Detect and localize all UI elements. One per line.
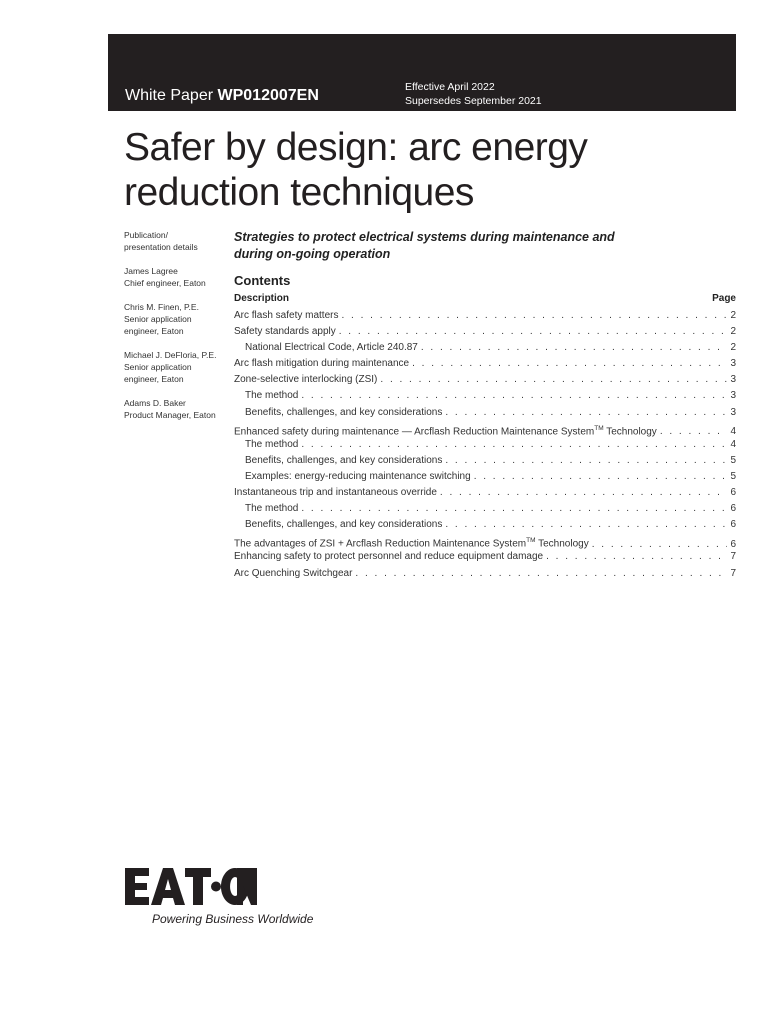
sidebar-line: presentation details — [124, 242, 198, 252]
toc-row[interactable] — [234, 566, 736, 582]
toc-page-number: 3 — [730, 374, 736, 386]
toc-entry-suffix: Technology — [603, 425, 657, 437]
toc-entry-title: Enhancing safety to protect personnel and reduce equipment damage — [234, 551, 544, 563]
toc-row[interactable] — [234, 324, 736, 340]
toc-page-number: 6 — [730, 503, 736, 515]
trademark-mark: TM — [594, 424, 604, 432]
toc-entry-title: Arc flash safety matters — [234, 310, 339, 321]
white-paper-type: White Paper — [125, 87, 214, 104]
toc-entry-text — [234, 405, 442, 421]
toc-entry-title: Benefits, challenges, and key considerations — [245, 454, 443, 466]
toc-row[interactable] — [234, 340, 736, 356]
toc-row[interactable] — [234, 405, 736, 421]
toc-entry-text — [234, 453, 442, 469]
sidebar-line: Michael J. DeFloria, P.E. — [124, 350, 217, 360]
toc-entry-title: Arc Quenching Switchgear — [234, 567, 353, 579]
toc-entry-title: The advantages of ZSI + Arcflash Reduction Maintenance System — [234, 538, 527, 550]
subtitle: Strategies to protect electrical systems during maintenance and during on-going operation — [234, 230, 615, 261]
sidebar-line: James Lagree — [124, 266, 178, 276]
toc-leader-dots — [380, 372, 727, 388]
toc-row[interactable] — [234, 421, 736, 437]
author-sidebar — [124, 229, 234, 433]
toc-leader-dots — [341, 308, 727, 324]
toc-row[interactable] — [234, 453, 736, 469]
toc-leader-dots — [546, 549, 727, 565]
toc-entry-text — [234, 324, 336, 340]
white-paper-label — [125, 87, 319, 105]
toc-leader-dots — [301, 501, 727, 517]
toc-entry-title: Instantaneous trip and instantaneous override — [234, 487, 437, 499]
toc-leader-dots — [445, 517, 727, 533]
sidebar-line: Product Manager, Eaton — [124, 410, 216, 420]
sidebar-block — [124, 265, 234, 289]
toc-entry-title: National Electrical Code, Article 240.87 — [245, 342, 418, 354]
toc-entry-text — [234, 485, 437, 501]
toc-entry-text — [234, 372, 377, 388]
toc-entry-title: Examples: energy-reducing maintenance switching — [245, 470, 471, 482]
toc-entry-text — [234, 501, 298, 517]
toc-page-number: 7 — [730, 567, 736, 579]
toc-row[interactable] — [234, 501, 736, 517]
sidebar-line: Senior application — [124, 314, 192, 324]
toc-page-number: 6 — [730, 538, 736, 550]
table-of-contents — [234, 308, 736, 582]
sidebar-line: engineer, Eaton — [124, 326, 184, 336]
sidebar-block — [124, 397, 234, 421]
toc-row[interactable] — [234, 485, 736, 501]
toc-leader-dots — [412, 356, 727, 372]
supersedes-date: Supersedes September 2021 — [405, 95, 542, 107]
toc-entry-title: The method — [245, 438, 299, 450]
toc-entry-text — [234, 340, 418, 356]
toc-entry-text — [234, 308, 338, 324]
sidebar-block — [124, 349, 234, 385]
toc-entry-text — [234, 549, 543, 565]
toc-page-number: 6 — [730, 487, 736, 499]
toc-entry-text — [234, 566, 352, 582]
toc-page-number: 5 — [730, 454, 736, 466]
sidebar-line: Adams D. Baker — [124, 398, 186, 408]
main-content — [234, 229, 736, 582]
toc-leader-dots — [445, 453, 727, 469]
toc-row[interactable] — [234, 388, 736, 404]
toc-page-number: 2 — [730, 310, 736, 321]
document-title — [124, 125, 587, 215]
toc-row[interactable] — [234, 308, 736, 324]
toc-entry-title: Benefits, challenges, and key considerations — [245, 519, 443, 531]
toc-page-number: 6 — [730, 519, 736, 531]
sidebar-line: Chief engineer, Eaton — [124, 278, 206, 288]
sidebar-block — [124, 229, 234, 253]
toc-entry-title: Safety standards apply — [234, 326, 336, 338]
white-paper-code: WP012007EN — [217, 87, 319, 104]
title-line-1: Safer by design: arc energy — [124, 126, 588, 169]
toc-row[interactable] — [234, 517, 736, 533]
logo-tagline: Powering Business Worldwide — [152, 912, 314, 926]
toc-entry-text — [234, 388, 298, 404]
sidebar-line: Publication/ — [124, 230, 168, 240]
toc-entry-text — [234, 437, 298, 453]
toc-row[interactable] — [234, 533, 736, 549]
trademark-mark: TM — [526, 537, 536, 545]
sidebar-line: engineer, Eaton — [124, 374, 184, 384]
toc-entry-title: Zone-selective interlocking (ZSI) — [234, 374, 378, 386]
toc-leader-dots — [355, 566, 727, 582]
toc-leader-dots — [474, 469, 728, 485]
toc-entry-title: Benefits, challenges, and key considerations — [245, 406, 443, 418]
toc-page-number: 2 — [730, 342, 736, 354]
toc-leader-dots — [440, 485, 728, 501]
toc-page-number: 3 — [730, 390, 736, 402]
effective-date: Effective April 2022 — [405, 81, 495, 93]
toc-row[interactable] — [234, 372, 736, 388]
contents-heading: Contents — [234, 273, 291, 288]
toc-row[interactable] — [234, 469, 736, 485]
toc-entry-title: Enhanced safety during maintenance — Arcflash Reduction Maintenance System — [234, 425, 595, 437]
sidebar-line: Senior application — [124, 362, 192, 372]
toc-leader-dots — [339, 324, 728, 340]
toc-row[interactable] — [234, 549, 736, 565]
toc-page-number: 3 — [730, 406, 736, 418]
toc-page-number: 4 — [730, 425, 736, 437]
toc-header — [234, 293, 736, 304]
toc-page-number: 3 — [730, 358, 736, 370]
title-line-2: reduction techniques — [124, 171, 474, 214]
toc-row[interactable] — [234, 437, 736, 453]
toc-entry-title: The method — [245, 503, 299, 515]
toc-entry-title: Arc flash mitigation during maintenance — [234, 358, 410, 370]
toc-leader-dots — [301, 437, 727, 453]
sidebar-block — [124, 301, 234, 337]
effective-dates — [405, 80, 542, 108]
toc-description-header: Description — [234, 293, 290, 304]
toc-entry-text — [234, 517, 442, 533]
eaton-logo — [125, 868, 257, 906]
toc-row[interactable] — [234, 356, 736, 372]
toc-leader-dots — [421, 340, 728, 356]
toc-page-header: Page — [712, 293, 736, 304]
header-bar — [108, 34, 736, 111]
toc-leader-dots — [445, 405, 727, 421]
toc-entry-text — [234, 469, 471, 485]
toc-page-number: 2 — [730, 326, 736, 338]
toc-entry-title: The method — [245, 390, 299, 402]
toc-page-number: 4 — [730, 438, 736, 450]
toc-entry-text — [234, 356, 409, 372]
toc-leader-dots — [301, 388, 727, 404]
toc-entry-suffix: Technology — [535, 538, 589, 550]
sidebar-line: Chris M. Finen, P.E. — [124, 302, 199, 312]
toc-page-number: 7 — [730, 551, 736, 563]
toc-page-number: 5 — [730, 470, 736, 482]
